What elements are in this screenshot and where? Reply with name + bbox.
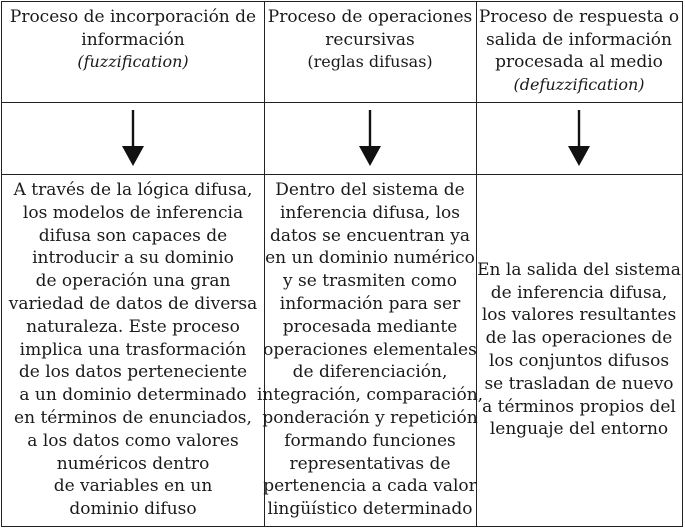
header-subtitle: (fuzzification): [77, 52, 189, 71]
body-line: lingüístico determinado: [267, 499, 473, 520]
header-line: procesada al medio: [495, 52, 663, 72]
body-line: a los datos como valores: [27, 430, 239, 451]
body-line: integración, comparación,: [256, 385, 484, 406]
body-line: de los datos perteneciente: [18, 362, 248, 383]
body-line: de variables en un: [53, 476, 213, 497]
body-line: formando funciones: [284, 430, 456, 451]
body-line: Dentro del sistema de: [275, 180, 465, 201]
body-line: naturaleza. Este proceso: [26, 316, 240, 337]
body-line: difusa son capaces de: [38, 225, 228, 246]
arrow-cell: [476, 102, 682, 174]
arrow-down-icon: [121, 110, 145, 166]
body-line: representativas de: [289, 453, 451, 474]
arrow-down-icon: [358, 110, 382, 166]
body-line: se trasladan de nuevo: [484, 373, 674, 394]
body-line: de operación una gran: [35, 271, 231, 292]
body-line: dominio difuso: [69, 499, 197, 520]
body-line: de diferenciación,: [292, 362, 448, 383]
body-line: y se trasmiten como: [283, 271, 457, 292]
body-fuzzification: [2, 174, 264, 526]
body-reglas-difusas: [256, 174, 484, 526]
body-line: datos se encuentran ya: [269, 225, 471, 246]
header-subtitle: (defuzzification): [513, 74, 645, 94]
body-line: en términos de enunciados,: [14, 407, 252, 428]
body-line: información para ser: [279, 294, 461, 314]
header-subtitle: (reglas difusas): [307, 52, 433, 71]
body-line: los valores resultantes: [481, 305, 677, 326]
body-line: de inferencia difusa,: [490, 282, 668, 303]
body-line: variedad de datos de diversa: [8, 294, 258, 314]
header-line: información: [81, 29, 185, 50]
body-line: los conjuntos difusos: [488, 351, 670, 371]
body-line: a términos propios del: [482, 396, 676, 417]
header-defuzzification: [476, 2, 682, 102]
body-line: procesada mediante: [282, 316, 458, 337]
body-line: operaciones elementales: [263, 339, 477, 360]
body-line: los modelos de inferencia: [22, 202, 244, 223]
body-line: inferencia difusa, los: [280, 202, 460, 223]
header-line: Proceso de respuesta o: [478, 7, 680, 27]
process-table: [1, 1, 683, 527]
header-reglas-difusas: [264, 2, 476, 102]
header-line: recursivas: [325, 29, 415, 50]
arrow-down-icon: [567, 110, 591, 166]
body-line: introducir a su dominio: [32, 248, 234, 269]
body-line: A través de la lógica difusa,: [13, 180, 253, 201]
header-line: Proceso de operaciones: [267, 7, 473, 27]
body-line: en un dominio numérico: [265, 248, 475, 269]
body-line: de las operaciones de: [485, 328, 673, 349]
body-line: ponderación y repetición: [262, 407, 478, 428]
arrow-cell: [2, 102, 264, 174]
body-defuzzification: [476, 174, 682, 526]
arrow-cell: [264, 102, 476, 174]
header-fuzzification: [2, 2, 264, 102]
body-line: numéricos dentro: [56, 453, 210, 474]
body-line: lenguaje del entorno: [489, 419, 669, 440]
body-line: En la salida del sistema: [477, 259, 681, 280]
body-line: a un dominio determinado: [19, 385, 247, 406]
body-line: implica una trasformación: [19, 339, 247, 360]
body-line: pertenencia a cada valor: [263, 476, 477, 497]
header-line: salida de información: [486, 29, 672, 50]
header-line: Proceso de incorporación de: [9, 7, 257, 27]
